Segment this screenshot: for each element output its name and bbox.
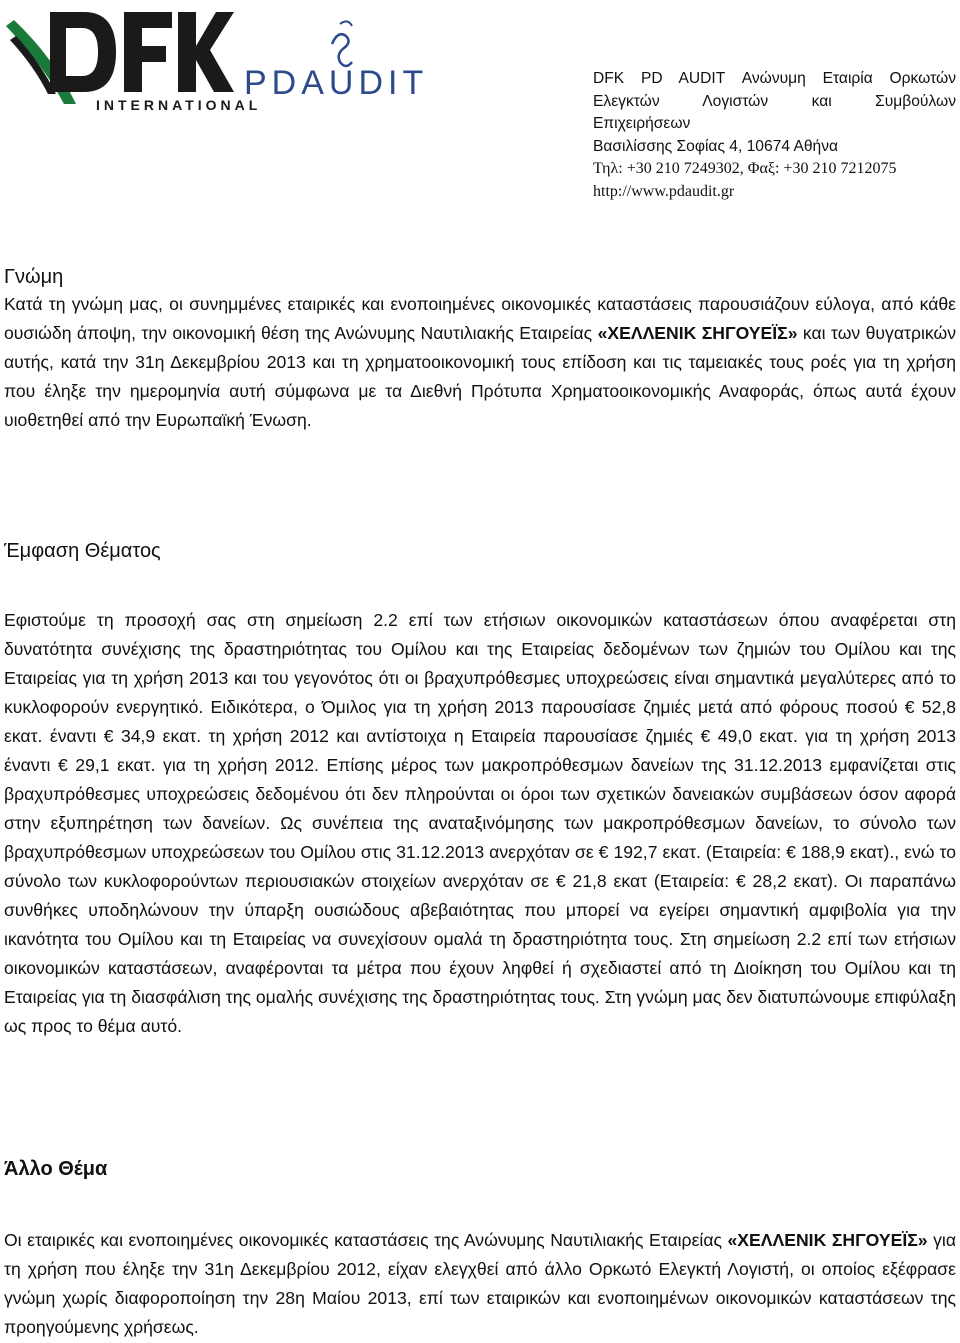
company-name-bold-2: «ΧΕΛΛΕΝΙΚ ΣΗΓΟΥΕΪΣ» [727,1230,928,1250]
address-website: http://www.pdaudit.gr [593,182,735,200]
opinion-paragraph [4,290,956,435]
address-line-2: Ελεγκτών Λογιστών και Συμβούλων [593,92,956,110]
company-address [593,68,956,203]
address-line-3: Επιχειρήσεων [593,115,691,132]
emphasis-paragraph: Εφιστούμε τη προσοχή σας στη σημείωση 2.2 επί των ετήσιων οικονομικών καταστάσεων όπου αναφέρεται στη δυνατότητα συνέχισης της δραστηριότητας του Ομίλου και της Εταιρείας δεδομένων των ζημιών του Ομίλου και της Εταιρείας για τη χρήση 2013 και του γεγονότος ότι οι βραχυπρόθεσμες υποχρεώσεις είναι σημαντικά μεγαλύτερες από το κυκλοφορούν ενεργητικό. Ειδικότερα, ο Όμιλος για τη χρήση 2013 παρουσίασε ζημιές μετά από φόρους ποσού € 52,8 εκατ. έναντι € 34,9 εκατ. τη χρήση 2012 και αντίστοιχα η Εταιρεία παρουσίασε ζημιές € 49,0 εκατ. για τη χρήση 2013 έναντι € 29,1 εκατ. για τη χρήση 2012. Επίσης μέρος των μακροπρόθεσμων δανείων της 31.12.2013 εμφανίζεται στις βραχυπρόθεσμες υποχρεώσεις δεδομένου ότι δεν πληρούνται οι όροι των σχετικών δανειακών συμβάσεων όσον αφορά στην εξυπηρέτηση των δανείων. Ως συνέπεια της αναταξινόμησης των μακροπρόθεσμων δανείων, το σύνολο των βραχυπρόθεσμων υποχρεώσεων του Ομίλου στις 31.12.2013 ανερχόταν σε € 192,7 εκατ. (Εταιρεία: € 188,9 εκατ)., ενώ το σύνολο των κυκλοφορούντων περιουσιακών στοιχείων ανερχόταν σε € 21,8 εκατ (Εταιρεία: € 28,2 εκατ). Οι παραπάνω συνθήκες υποδηλώνουν την ύπαρξη ουσιώδους αβεβαιότητας που μπορεί να εγείρει σημαντική αμφιβολία για την ικανότητα του Ομίλου και τη Εταιρείας να συνεχίσουν ομαλά τη δραστηριότητα τους. Στη σημείωση 2.2 επί των ετήσιων οικονομικών καταστάσεων, αναφέρονται τα μέτρα που έχουν ληφθεί ή σχεδιαστεί από τη Διοίκηση του Ομίλου και τη Εταιρείας για τη διασφάλιση της ομαλής συνέχισης της δραστηριότητας τους. Στη γνώμη μας δεν διατυπώνουμε επιφύλαξη ως προς το θέμα αυτό. [4,610,956,1036]
other-matter-paragraph [4,1226,956,1342]
opinion-heading: Γνώμη [4,266,64,288]
other-text-a: Οι εταιρικές και ενοποιημένες οικονομικές καταστάσεις της Ανώνυμης Ναυτιλιακής Εταιρείας [4,1230,728,1250]
dfk-sub-text: INTERNATIONAL [96,97,262,113]
other-matter-heading: Άλλο Θέμα [4,1158,108,1180]
pdaudit-logo [244,14,434,100]
opinion-text-a: Κατά τη γνώμη μας, οι συνημμένες εταιρικές και ενοποιημένες οικονομικές καταστάσεις παρουσιάζουν εύλογα, από κάθε ουσιώδη άποψη, την οικονομική θέση της Ανώνυμης Ναυτιλιακής Εταιρείας [4,294,956,343]
emphasis-heading: Έμφαση Θέματος [4,540,161,562]
address-line-1: DFK PD AUDIT Ανώνυμη Εταιρία Ορκωτών [593,70,956,87]
pdaudit-text: PDAUDIT [244,64,429,102]
address-line-4: Βασιλίσσης Σοφίας 4, 10674 Αθήνα [593,137,839,155]
company-name-bold: «ΧΕΛΛΕΝΙΚ ΣΗΓΟΥΕΪΣ» [597,323,798,343]
dfk-international-logo [4,6,262,114]
other-text-b: για τη χρήση που έληξε την 31η Δεκεμβρίου 2012, είχαν ελεγχθεί από άλλο Ορκωτό Ελεγκτή Λογιστή, οι οποίος εξέφρασε γνώμη χωρίς διαφοροποίηση την 28η Μαίου 2013, επί των εταιρικών και ενοποιημένων οικονομικών καταστάσεων της προηγούμενης χρήσεως. [4,1230,956,1337]
opinion-text-b: και των θυγατρικών αυτής, κατά την 31η Δεκεμβρίου 2013 και τη χρηματοοικονομική τους επίδοση και τις ταμειακές τους ροές για τη χρήση που έληξε την ημερομηνία αυτή σύμφωνα με τα Διεθνή Πρότυπα Χρηματοοικονομικής Αναφοράς, όπως αυτά έχουν υιοθετηθεί από την Ευρωπαϊκή Ένωση. [4,323,956,430]
address-phone: Τηλ: +30 210 7249302, Φαξ: +30 210 7212075 [593,160,897,177]
